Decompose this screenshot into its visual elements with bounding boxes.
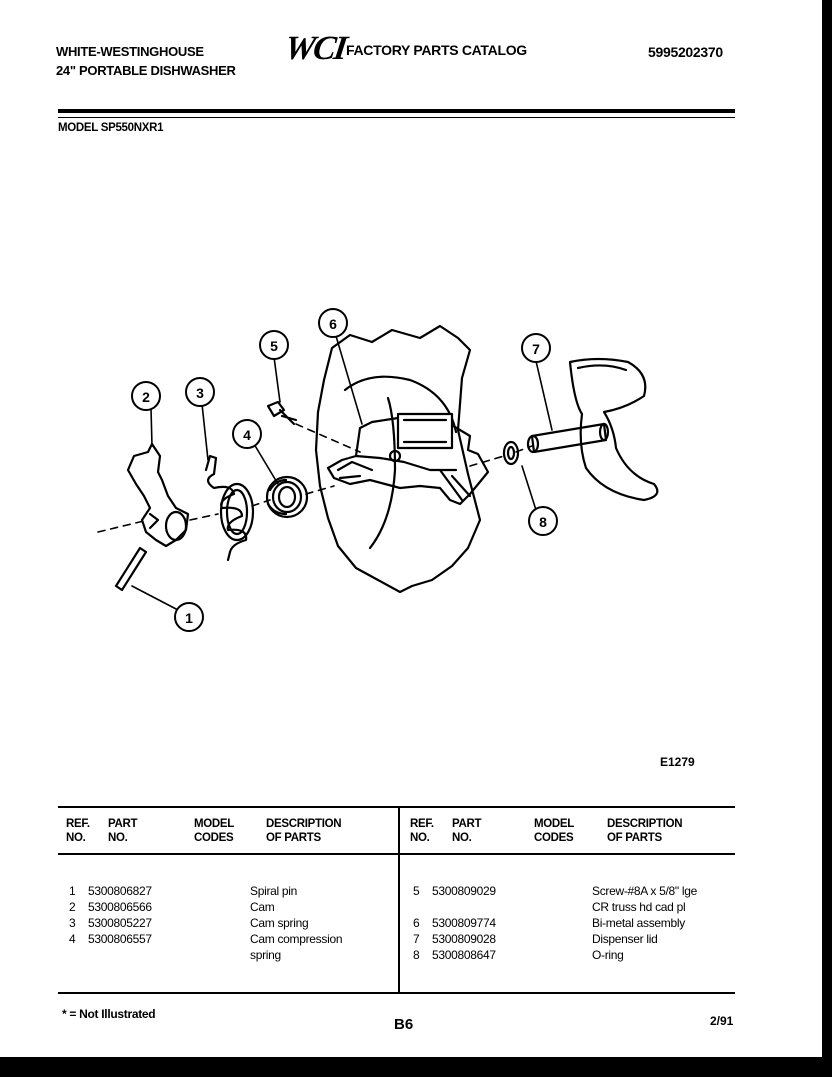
left-row-ref: 1 — [69, 884, 76, 898]
table-bottom-rule — [58, 992, 735, 994]
callout-3-label: 3 — [196, 385, 204, 401]
left-row-part: 5300806566 — [88, 900, 152, 914]
right-row-part: 5300809029 — [432, 884, 496, 898]
left-header-ref: REF. NO. — [66, 818, 90, 844]
revision-date: 2/91 — [710, 1014, 734, 1028]
left-row-part: 5300806557 — [88, 932, 152, 946]
right-header-model: MODEL CODES — [534, 818, 575, 844]
left-header-desc: DESCRIPTION OF PARTS — [266, 818, 342, 844]
left-row-desc: Cam spring — [250, 916, 309, 930]
left-row-ref: 3 — [69, 916, 76, 930]
right-row-ref: 7 — [413, 932, 420, 946]
right-header-desc: DESCRIPTION OF PARTS — [607, 818, 683, 844]
right-row-ref: 8 — [413, 948, 420, 962]
table-top-rule — [58, 806, 735, 808]
left-header-model: MODEL CODES — [194, 818, 235, 844]
right-row-desc: CR truss hd cad pl — [592, 900, 686, 914]
catalog-title: FACTORY PARTS CATALOG — [346, 42, 527, 58]
callout-5-label: 5 — [270, 338, 278, 354]
right-row-ref: 5 — [413, 884, 420, 898]
figure-code: E1279 — [660, 755, 695, 769]
left-row-desc: Spiral pin — [250, 884, 298, 898]
callout-8-label: 8 — [539, 514, 547, 530]
callout-6-label: 6 — [329, 316, 337, 332]
right-row-desc: Bi-metal assembly — [592, 916, 685, 930]
catalog-number: 5995202370 — [648, 44, 723, 60]
footnote: * = Not Illustrated — [62, 1007, 156, 1021]
right-row-ref: 6 — [413, 916, 420, 930]
callout-4-label: 4 — [243, 427, 251, 443]
callout-2-label: 2 — [142, 389, 150, 405]
page-number: B6 — [394, 1016, 414, 1033]
header-rule-thick — [58, 109, 735, 113]
o-ring — [504, 442, 518, 464]
dispenser-lid — [570, 359, 657, 500]
right-header-ref: REF. NO. — [410, 818, 434, 844]
right-header-part: PART NO. — [452, 818, 482, 844]
exploded-parts-diagram — [90, 295, 730, 640]
model-label: MODEL SP550NXR1 — [58, 122, 164, 134]
left-row-desc: Cam compression — [250, 932, 343, 946]
dispenser-shaft — [532, 424, 606, 452]
left-row-desc: spring — [250, 948, 281, 962]
left-header-part: PART NO. — [108, 818, 138, 844]
left-row-ref: 4 — [69, 932, 76, 946]
right-row-part: 5300809774 — [432, 916, 496, 930]
left-row-ref: 2 — [69, 900, 76, 914]
cam-part — [128, 444, 188, 546]
table-header-rule — [58, 853, 735, 855]
right-row-desc: Screw-#8A x 5/8" lge — [592, 884, 697, 898]
product-line: 24" PORTABLE DISHWASHER — [56, 63, 236, 78]
right-row-part: 5300808647 — [432, 948, 496, 962]
header-rule-thin — [58, 117, 735, 118]
screw — [268, 402, 296, 424]
brand-name: WHITE-WESTINGHOUSE — [56, 44, 204, 59]
right-row-part: 5300809028 — [432, 932, 496, 946]
left-row-part: 5300806827 — [88, 884, 152, 898]
wci-logo: WCI — [282, 30, 348, 67]
right-row-desc: Dispenser lid — [592, 932, 658, 946]
callout-7-label: 7 — [532, 341, 540, 357]
left-row-part: 5300805227 — [88, 916, 152, 930]
spiral-pin — [116, 548, 146, 590]
right-row-desc: O-ring — [592, 948, 624, 962]
left-row-desc: Cam — [250, 900, 275, 914]
table-divider — [398, 806, 400, 994]
callout-1-label: 1 — [185, 610, 193, 626]
